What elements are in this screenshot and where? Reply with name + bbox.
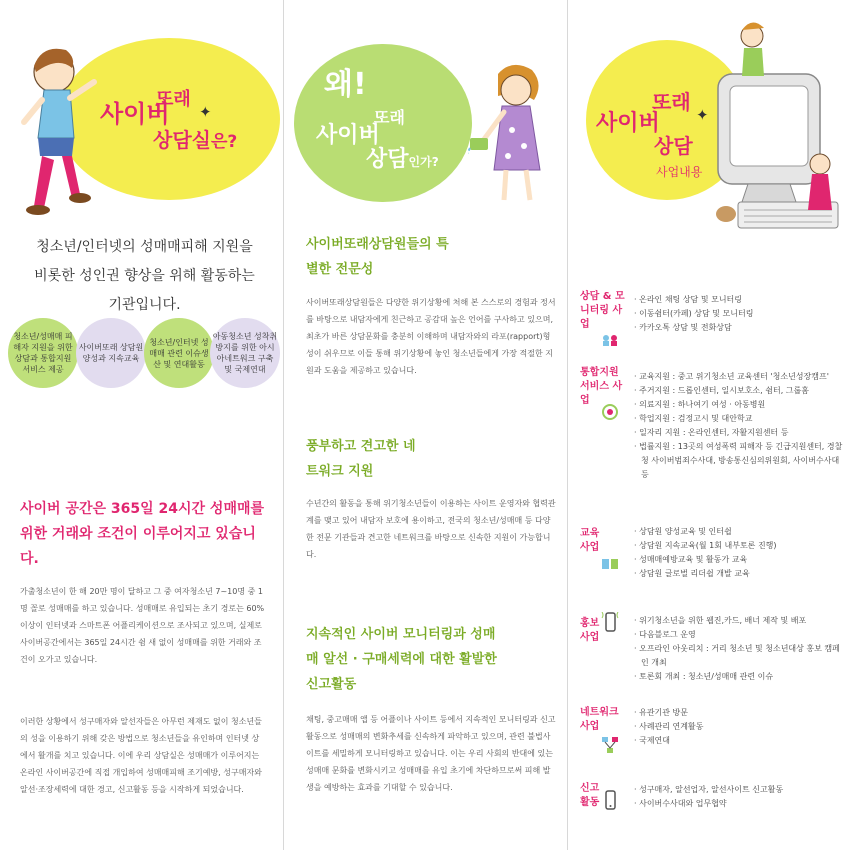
list-item: · 일자리 지원 : 온라인센터, 자활지원센터 등 xyxy=(634,428,789,437)
row-label: 신고 활동 xyxy=(580,783,600,808)
list-item: · 온라인 채팅 상담 및 모니터링 xyxy=(634,295,743,304)
row-label: 네트워크 사업 xyxy=(580,707,619,732)
list-item: · 위기청소년을 위한 웹진,카드, 배너 제작 및 배포 xyxy=(634,616,807,625)
hero-line1: 사이버 xyxy=(316,123,380,148)
section-title: 풍부하고 견고한 네트워크 지원 xyxy=(306,439,416,479)
hero-sub: 사업내용 xyxy=(656,165,703,179)
hero-emph: 또래 xyxy=(374,108,405,127)
row-label: 상담 & 모니터링 사업 xyxy=(580,291,625,330)
list-item: · 이동쉼터(카페) 상담 및 모니터링 xyxy=(634,309,754,318)
row-items xyxy=(634,370,844,482)
list-item: · 성구매자, 알선업자, 알선사이트 신고활동 xyxy=(634,785,784,794)
list-item: · 상담원 양성교육 및 인터쉽 xyxy=(634,527,732,536)
list-item: · 사이버수사대와 업무협약 xyxy=(634,799,727,808)
paragraph: 이러한 상황에서 성구매자와 알선자들은 아무런 제재도 없이 청소년들의 성을 이용하기 위해 갖은 방법으로 청소년들을 유인하며 인터넷 상에서 활개를 치고 있습니다. 이에 우리 상담실은 성매매가 이루어지는 온라인 사이버공간에 직접 개입하여 성매매피해 조기예방, 성구매자와 알선·조장세력에 대한 경고, 신고활동 등을 시작하게 되었습니다. xyxy=(20,717,262,794)
mobile-icon xyxy=(601,790,619,812)
list-item: · 의료지원 : 하나여기 여성 · 아동병원 xyxy=(634,400,766,409)
list-item: · 상담원 지속교육(월 1회 내부토론 진행) xyxy=(634,541,777,550)
section-body: 수년간의 활동을 통해 위기청소년들이 이용하는 사이트 운영자와 협력관계를 맺고 있어 내담자 보호에 용이하고, 전국의 청소년/성매매 등 다양한 전문 기관들과 견고한 네트워크를 바탕으로 신속한 지원이 가능합니다. xyxy=(306,499,556,559)
boy-illustration xyxy=(14,38,99,218)
row-label: 교육 사업 xyxy=(580,528,600,553)
circle-item: 아동청소년 성착취 방지를 위한 아시아네트워크 구축 및 국제연대 xyxy=(210,318,280,388)
row-items xyxy=(634,706,844,748)
row-label: 통합지원 서비스 사업 xyxy=(580,367,623,406)
row-items xyxy=(634,614,844,684)
list-item: · 국제연대 xyxy=(634,736,671,745)
list-item: · 교육지원 : 중고 위기청소년 교육센터 '청소년성장캠프' xyxy=(634,372,829,381)
list-item: · 오프라인 아웃리치 : 거리 청소년 및 청소년대상 홍보 캠페인 개최 xyxy=(634,644,840,667)
list-item: · 학업지원 : 검정고시 및 대안학교 xyxy=(634,414,753,423)
paragraph: 가출청소년이 한 해 20만 명이 달하고 그 중 여자청소년 7~10명 중 1명 꼴로 성매매를 하고 있습니다. 성매매로 유입되는 초기 경로는 60% 이상이 인터넷과 스마트폰 어플리케이션으로 조사되고 있으며, 실제로 사이버공간에서는 365일 24시간 쉼 새 없이 성매매를 위한 거래와 조건이 오가고 있습니다. xyxy=(20,587,265,664)
section-body: 채팅, 중고매매 앱 등 어플이나 사이트 등에서 지속적인 모니터링과 신고활동으로 성매매의 변화추세를 신속하게 파악하고 있으며, 관련 불법사이트를 세밀하게 모니터링하고 있습니다. 이는 우리 사회의 반대에 있는 성매매 문화를 변화시키고 성매매를 유입 초기에 차단하므로써 피해 발생을 예방하는 효과를 기대할 수 있습니다. xyxy=(306,715,556,792)
row-items xyxy=(634,525,844,581)
hero-line1: 사이버 xyxy=(100,100,170,128)
list-item: · 다음블로그 운영 xyxy=(634,630,696,639)
hero-tail: 인가? xyxy=(408,155,439,169)
hero-why: 왜! xyxy=(324,67,367,102)
people-icon xyxy=(601,334,619,346)
panel-why xyxy=(284,0,568,850)
hero-line1: 사이버 xyxy=(596,111,660,136)
list-item: · 주거지원 : 드롭인센터, 일시보호소, 쉼터, 그룹홈 xyxy=(634,386,809,395)
row-items xyxy=(634,293,844,335)
row-items xyxy=(634,783,844,811)
target-icon xyxy=(601,404,619,420)
list-item: · 유관기관 방문 xyxy=(634,708,689,717)
book-icon xyxy=(601,558,619,570)
hero-tail: 은? xyxy=(210,132,238,152)
girl-illustration xyxy=(468,60,563,210)
computer-illustration xyxy=(708,14,848,254)
row-label: 홍보 사업 xyxy=(580,618,600,643)
panel-about xyxy=(0,0,284,850)
sparkle-icon: ✦ xyxy=(199,103,212,121)
list-item: · 사례관리 연계활동 xyxy=(634,722,704,731)
hero-line2: 상담실은? xyxy=(153,128,238,152)
circle-item: 청소년/인터넷 성매매 관련 이슈생산 및 연대활동 xyxy=(144,318,214,388)
sparkle-icon: ✦ xyxy=(696,106,709,124)
hero-line2: 상담인가? xyxy=(366,147,439,172)
list-item: · 법률지원 : 13곳의 여성폭력 피해자 등 긴급지원센터, 경찰청 사이버범죄수사대, 방송통신심의위원회, 사이버수사대 등 xyxy=(634,442,843,479)
intro-text: 청소년/인터넷의 성매매피해 지원을 비롯한 성인권 향상을 위해 활동하는 기관입니다. xyxy=(34,239,255,313)
headline: 사이버 공간은 365일 24시간 성매매를 위한 거래와 조건이 이루어지고 있습니다. xyxy=(20,501,265,567)
section-title: 사이버또래상담원들의 특별한 전문성 xyxy=(306,237,449,277)
hero-emph: 또래 xyxy=(156,89,191,110)
hero-emph: 또래 xyxy=(652,90,691,114)
panel-programs xyxy=(568,0,850,850)
list-item: · 성매매예방교육 및 활동가 교육 xyxy=(634,555,748,564)
list-item: · 상담원 글로벌 리더쉽 개발 교육 xyxy=(634,569,750,578)
list-item: · 토론회 개최 : 청소년/성매매 관련 이슈 xyxy=(634,672,774,681)
hero-line2: 상담 xyxy=(654,134,693,158)
phone-icon xyxy=(601,612,619,634)
section-body: 사이버또래상담원들은 다양한 위기상황에 처해 본 스스로의 경험과 정서를 바탕으로 내담자에게 친근하고 공감대 높은 언어를 구사하고 있으며, 최초가 바른 상담문화를 충분히 이해하며 내담자와의 라포(rapport)형성이 쉬우므로 이들 통해 위기상황에 놓인 청소년들에게 가장 적절한 지원과 도움을 제공하고 있습니다. xyxy=(306,298,556,375)
list-item: · 카카오톡 상담 및 전화상담 xyxy=(634,323,732,332)
circle-item: 청소년/성매매 피해자 지원을 위한 상담과 통합지원 서비스 제공 xyxy=(8,318,78,388)
circle-item: 사이버또래 상담원 양성과 지속교육 xyxy=(76,318,146,388)
network-icon xyxy=(601,736,619,754)
section-title: 지속적인 사이버 모니터링과 성매매 알선 · 구매세력에 대한 활발한 신고활동 xyxy=(306,627,497,692)
